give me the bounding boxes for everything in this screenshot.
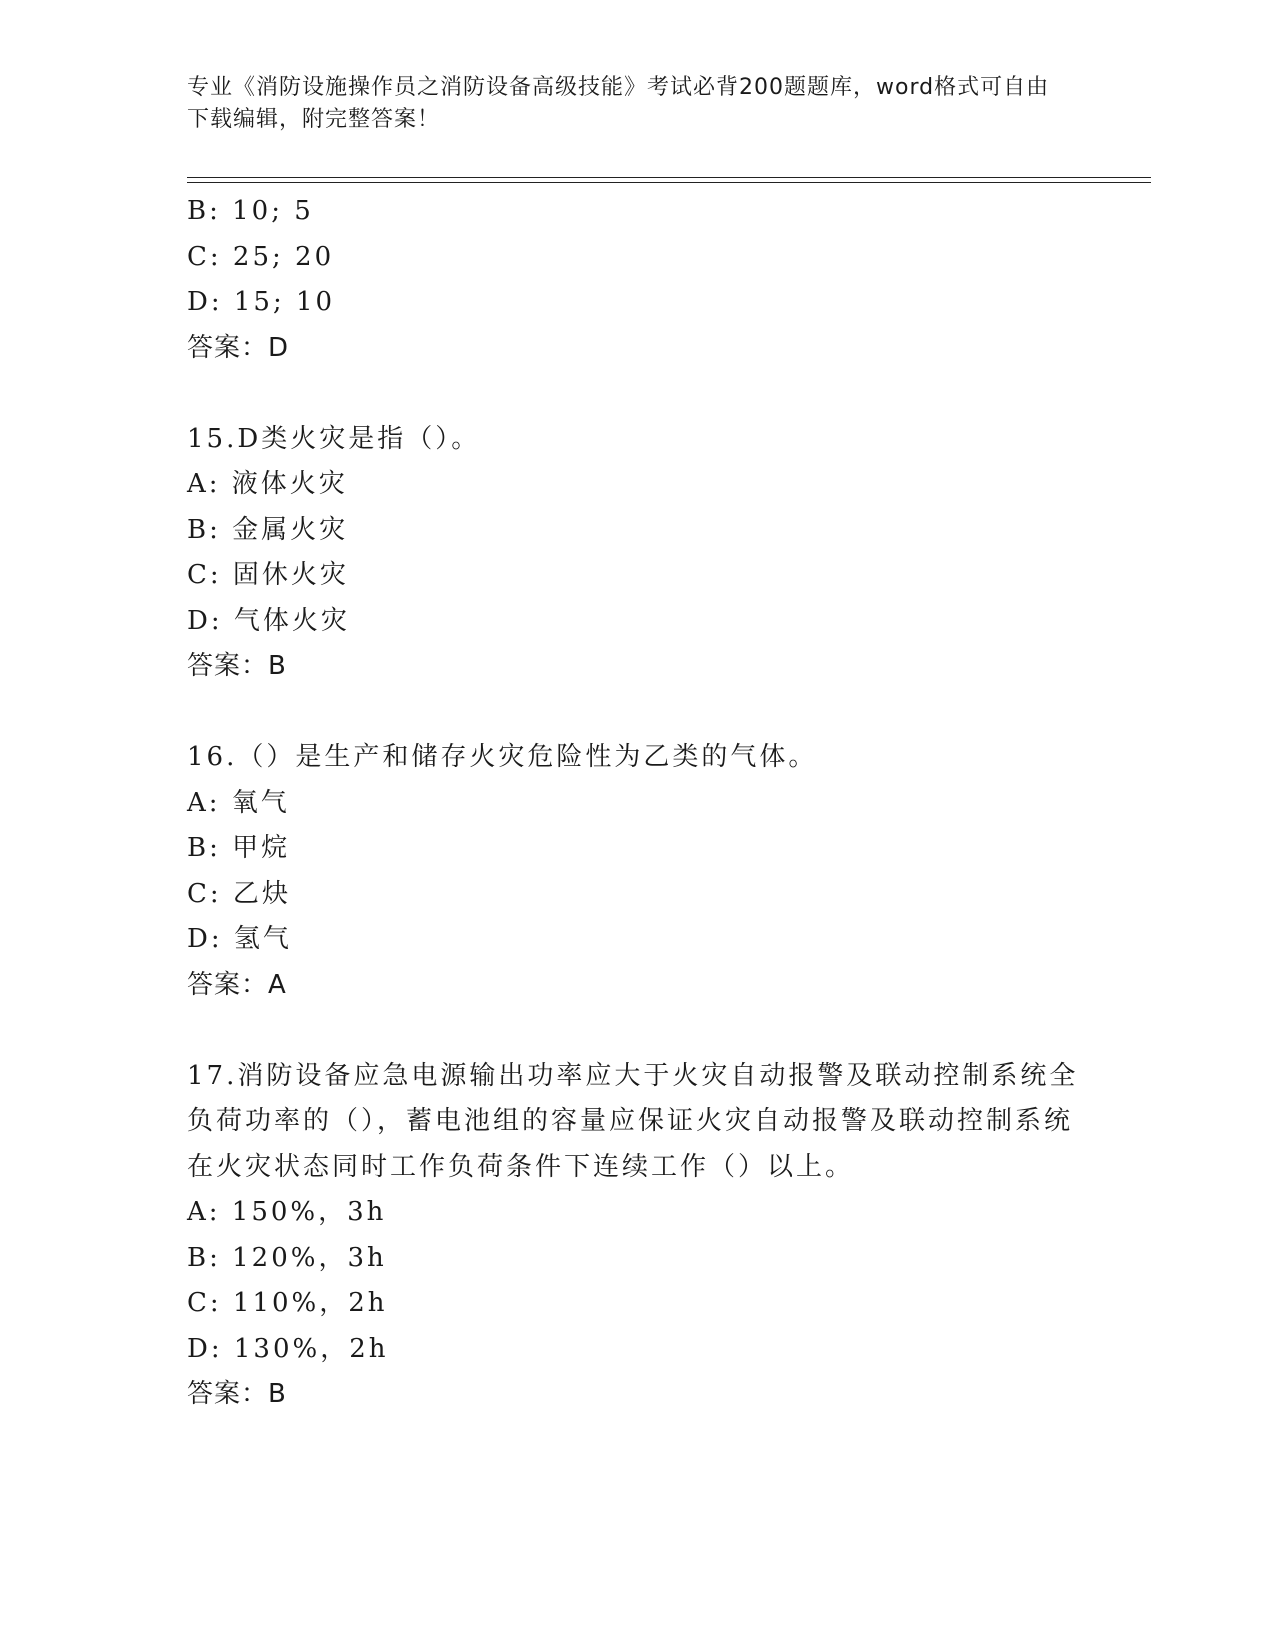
spacer [187, 1008, 1087, 1054]
question-14-continued [187, 189, 1087, 371]
option-b: B: 金属火灾 [187, 514, 349, 545]
option-c: C: 25; 20 [187, 241, 335, 272]
header-divider-top [187, 177, 1151, 178]
option-d: D: 130%，2h [187, 1333, 389, 1364]
option-c: C: 乙炔 [187, 878, 291, 909]
question-stem: 17.消防设备应急电源输出功率应大于火灾自动报警及联动控制系统全负荷功率的（），蓄电池组的容量应保证火灾自动报警及联动控制系统在火灾状态同时工作负荷条件下连续工作（）以上。 [187, 1060, 1079, 1182]
option-a: A: 液体火灾 [187, 469, 348, 499]
option-d: D: 气体火灾 [187, 605, 350, 636]
option-b: B: 10; 5 [187, 196, 314, 226]
answer-line: 答案：B [187, 1379, 287, 1409]
spacer [187, 690, 1087, 736]
question-16 [187, 735, 1087, 1008]
document-header [187, 72, 1067, 136]
option-b: B: 甲烷 [187, 833, 291, 863]
option-d: D: 15; 10 [187, 287, 336, 317]
question-stem: 16.（）是生产和储存火灾危险性为乙类的气体。 [187, 742, 818, 772]
option-a: A: 150%，3h [187, 1197, 387, 1227]
spacer [187, 371, 1087, 417]
option-b: B: 120%，3h [187, 1242, 387, 1273]
option-d: D: 氢气 [187, 924, 292, 954]
option-a: A: 氧气 [187, 787, 290, 818]
document-title: 专业《消防设施操作员之消防设备高级技能》考试必背200题题库，word格式可自由下载编辑，附完整答案！ [187, 75, 1050, 132]
question-17 [187, 1054, 1087, 1418]
question-15 [187, 417, 1087, 690]
option-c: C: 110%，2h [187, 1288, 388, 1318]
answer-line: 答案：B [187, 651, 287, 681]
header-divider-bottom [187, 182, 1151, 183]
question-stem: 15.D类火灾是指（）。 [187, 423, 481, 454]
question-list [187, 189, 1087, 1418]
answer-line: 答案：A [187, 969, 287, 1000]
answer-line: 答案：D [187, 332, 290, 363]
option-c: C: 固休火灾 [187, 560, 349, 590]
